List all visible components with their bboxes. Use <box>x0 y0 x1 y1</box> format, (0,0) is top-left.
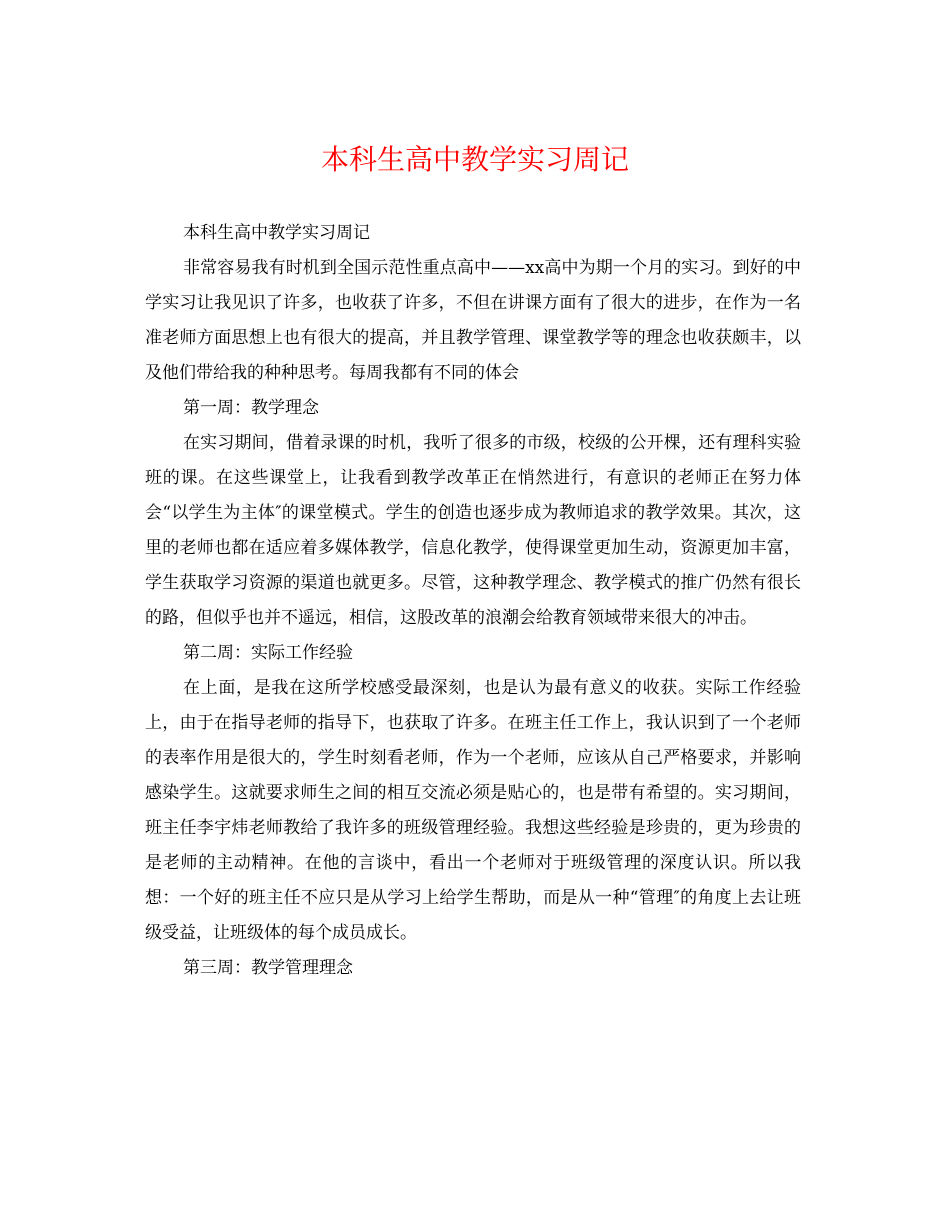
subtitle: 本科生高中教学实习周记 <box>183 223 370 243</box>
week1-heading: 第一周：教学理念 <box>183 398 319 418</box>
intro-paragraph: 非常容易我有时机到全国示范性重点高中——xx高中为期一个月的实习。到好的中学实习让我见识了许多，也收获了许多，不但在讲课方面有了很大的进步，在作为一名准老师方面思想上也有很大的提高，并且教学管理、课堂教学等的理念也收获颇丰，以及他们带给我的种种思考。每周我都有不同的体会 <box>145 258 801 383</box>
week3-heading: 第三周：教学管理理念 <box>183 958 353 978</box>
document-body <box>145 216 801 986</box>
document-title: 本科生高中教学实习周记 <box>320 143 629 176</box>
week2-heading: 第二周：实际工作经验 <box>183 643 353 663</box>
week2-paragraph: 在上面，是我在这所学校感受最深刻，也是认为最有意义的收获。实际工作经验上，由于在指导老师的指导下，也获取了许多。在班主任工作上，我认识到了一个老师的表率作用是很大的，学生时刻看老师，作为一个老师，应该从自己严格要求，并影响感染学生。这就要求师生之间的相互交流必须是贴心的，也是带有希望的。实习期间，班主任李宇炜老师教给了我许多的班级管理经验。我想这些经验是珍贵的，更为珍贵的是老师的主动精神。在他的言谈中，看出一个老师对于班级管理的深度认识。所以我想：一个好的班主任不应只是从学习上给学生帮助，而是从一种“管理″的角度上去让班级受益，让班级体的每个成员成长。 <box>145 678 801 943</box>
week1-paragraph: 在实习期间，借着录课的时机，我听了很多的市级，校级的公开棵，还有理科实验班的课。在这些课堂上，让我看到教学改革正在悄然进行，有意识的老师正在努力体会“以学生为主体″的课堂模式。学生的创造也逐步成为教师追求的教学效果。其次，这里的老师也都在适应着多媒体教学，信息化教学，使得课堂更加生动，资源更加丰富，学生获取学习资源的渠道也就更多。尽管，这种教学理念、教学模式的推广仍然有很长的路，但似乎也并不遥远，相信，这股改革的浪潮会给教育领域带来很大的冲击。 <box>145 433 801 628</box>
